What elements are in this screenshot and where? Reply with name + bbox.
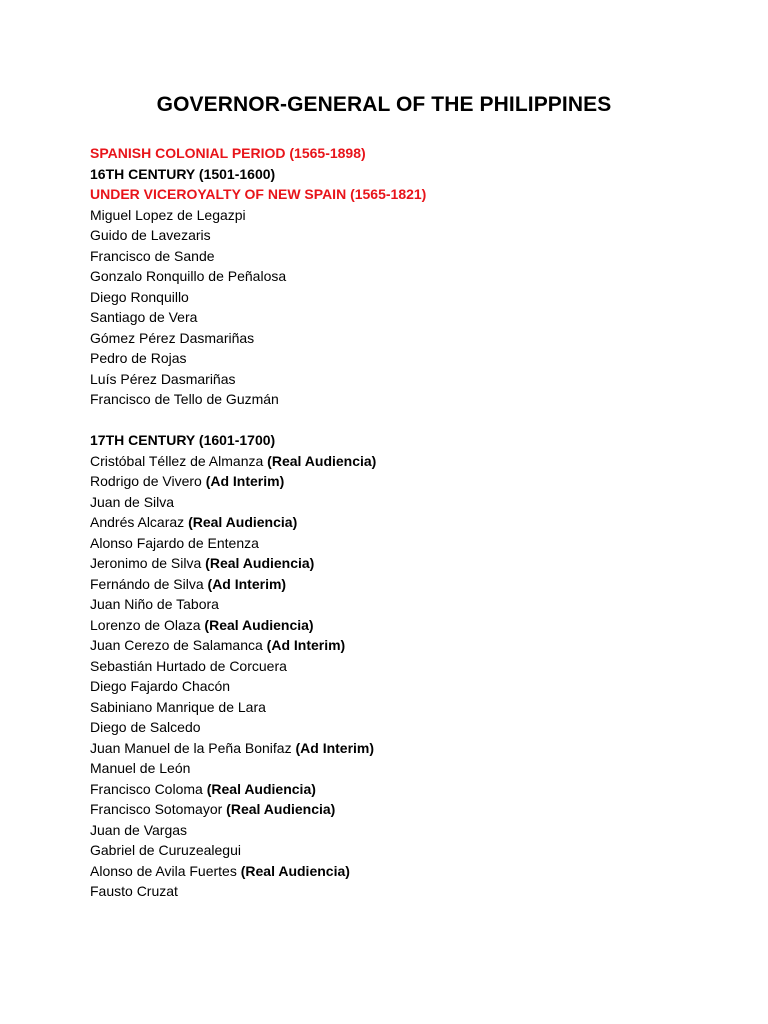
governor-entry <box>90 512 730 533</box>
governor-note: (Real Audiencia) <box>205 555 315 571</box>
governor-entry <box>90 471 730 492</box>
governor-entry <box>90 615 730 636</box>
governor-name: Luís Pérez Dasmariñas <box>90 370 236 387</box>
governor-entry <box>90 533 730 554</box>
governor-name: Gonzalo Ronquillo de Peñalosa <box>90 268 287 284</box>
governor-name: Diego Ronquillo <box>90 288 189 305</box>
governor-name: Santiago de Vera <box>90 309 198 325</box>
governor-name: Juan de Silva <box>90 493 175 510</box>
governor-entry <box>90 861 730 882</box>
governor-entry <box>90 492 730 513</box>
governor-entry <box>90 574 730 595</box>
governor-entry <box>90 799 730 820</box>
governor-name: Rodrigo de Vivero <box>90 473 202 489</box>
governor-note: (Ad Interim) <box>205 473 285 489</box>
governor-entry <box>90 738 730 759</box>
governor-entry <box>90 717 730 738</box>
governor-name: Jeronimo de Silva <box>90 555 202 571</box>
century-17-list <box>90 451 730 902</box>
governor-note: (Real Audiencia) <box>226 801 336 817</box>
spanish-period-heading: SPANISH COLONIAL PERIOD (1565-1898) <box>90 145 366 161</box>
governor-note: (Real Audiencia) <box>267 452 377 469</box>
governor-name: Juan Niño de Tabora <box>90 596 219 612</box>
governor-name: Gómez Pérez Dasmariñas <box>90 329 255 346</box>
governor-entry <box>90 881 730 902</box>
governor-name: Francisco Coloma <box>90 780 203 797</box>
governor-entry <box>90 594 730 615</box>
governor-name: Juan de Vargas <box>90 821 188 838</box>
century-16-heading: 16TH CENTURY (1501-1600) <box>90 165 276 182</box>
governor-name: Guido de Lavezaris <box>90 227 211 243</box>
governor-name: Juan Manuel de la Peña Bonifaz <box>90 739 292 756</box>
governor-note: (Real Audiencia) <box>240 862 350 879</box>
governor-note: (Ad Interim) <box>207 575 287 592</box>
governor-name: Diego de Salcedo <box>90 719 201 735</box>
page-title: GOVERNOR-GENERAL OF THE PHILIPPINES <box>156 93 612 116</box>
governor-name: Fausto Cruzat <box>90 883 178 899</box>
governor-name: Manuel de León <box>90 760 191 776</box>
governor-note: (Ad Interim) <box>295 739 375 756</box>
governor-note: (Ad Interim) <box>266 637 346 653</box>
governor-name: Lorenzo de Olaza <box>90 616 201 633</box>
governor-name: Juan Cerezo de Salamanca <box>90 637 263 653</box>
governor-entry <box>90 697 730 718</box>
governor-entry <box>90 758 730 779</box>
governor-name: Diego Fajardo Chacón <box>90 678 231 694</box>
governor-entry <box>90 451 730 472</box>
governor-name: Fernándo de Silva <box>90 575 204 592</box>
document-body <box>90 143 730 902</box>
century-17-heading: 17TH CENTURY (1601-1700) <box>90 432 276 448</box>
governor-entry <box>90 656 730 677</box>
governor-entry <box>90 779 730 800</box>
governor-entry <box>90 553 730 574</box>
governor-name: Pedro de Rojas <box>90 350 187 366</box>
governor-name: Alonso Fajardo de Entenza <box>90 534 259 551</box>
governor-name: Cristóbal Téllez de Almanza <box>90 452 264 469</box>
governor-name: Sabiniano Manrique de Lara <box>90 698 266 715</box>
governor-entry <box>90 820 730 841</box>
governor-entry <box>90 635 730 656</box>
governor-name: Francisco de Tello de Guzmán <box>90 391 279 407</box>
section-spacer <box>90 410 730 431</box>
governor-note: (Real Audiencia) <box>206 780 316 797</box>
century-16-list <box>90 205 730 410</box>
governor-name: Francisco Sotomayor <box>90 801 223 817</box>
governor-entry <box>90 676 730 697</box>
viceroyalty-heading: UNDER VICEROYALTY OF NEW SPAIN (1565-1821) <box>90 186 427 202</box>
governor-note: (Real Audiencia) <box>204 616 314 633</box>
governor-name: Miguel Lopez de Legazpi <box>90 206 246 223</box>
governor-name: Alonso de Avila Fuertes <box>90 862 237 879</box>
governor-name: Francisco de Sande <box>90 247 215 264</box>
governor-name: Andrés Alcaraz <box>90 514 185 530</box>
governor-name: Gabriel de Curuzealegui <box>90 842 241 858</box>
governor-name: Sebastián Hurtado de Corcuera <box>90 657 287 674</box>
governor-note: (Real Audiencia) <box>188 514 298 530</box>
governor-entry <box>90 840 730 861</box>
